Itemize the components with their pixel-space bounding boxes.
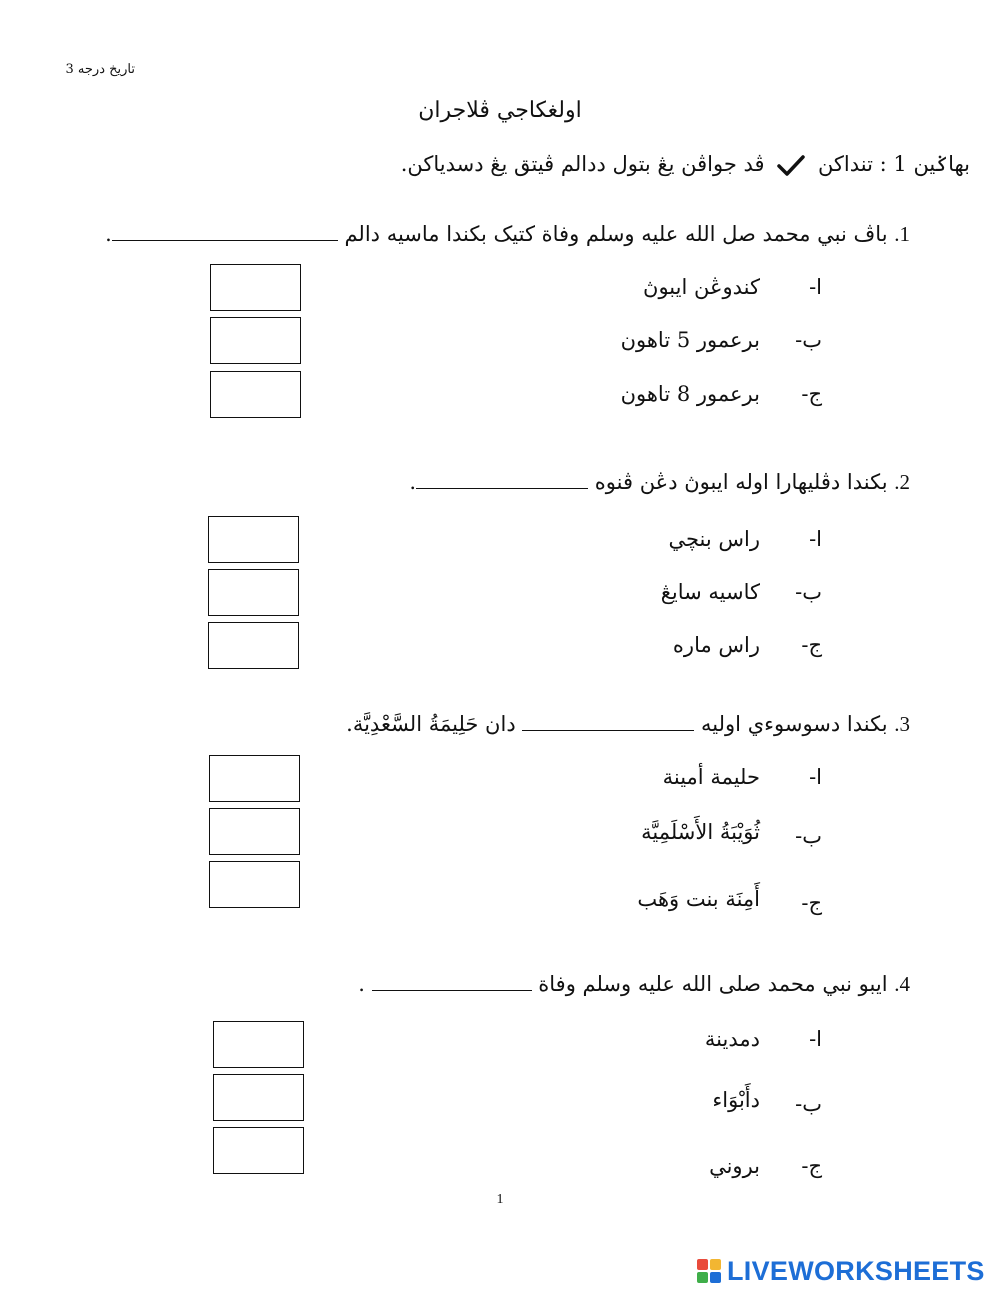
question-text: ايبو نبي محمد صلى الله عليه وسلم وفاة [538, 972, 888, 996]
option-text: حليمة أمينة [662, 765, 760, 789]
answer-checkbox-1a[interactable] [210, 264, 301, 311]
question-end: . [409, 470, 417, 494]
option-text: کاسيه سايڠ [660, 580, 760, 604]
option-text: برعمور 8 تاهون [620, 382, 760, 406]
answer-checkbox-2b[interactable] [208, 569, 299, 616]
answer-checkbox-2c[interactable] [208, 622, 299, 669]
option-text: دأَبْوَاء [712, 1088, 760, 1112]
brand-name: LIVEWORKSHEETS [727, 1255, 985, 1286]
option-letter: ا- [809, 275, 822, 299]
answer-checkbox-3b[interactable] [209, 808, 300, 855]
option-text: کندوڠن ايبوڽ [643, 275, 760, 299]
option-text: راس بنچي [668, 527, 760, 551]
page-title: اولغكاجي ڤلاجران [418, 98, 582, 123]
question-text: باڤ نبي محمد صل الله عليه وسلم وفاة کتيک بکندا ماسيه دالم [344, 222, 888, 246]
question-3 [346, 712, 910, 737]
instruction-prefix: بهاݢين 1 : تنداکن [817, 152, 970, 176]
question-end: . [105, 222, 112, 246]
answer-blank [112, 222, 338, 241]
question-4 [358, 972, 910, 997]
option-letter: ب- [795, 824, 822, 848]
answer-blank [372, 972, 532, 991]
option-text: أَمِنَة بنت وَهَب [637, 887, 760, 911]
option-letter: ج- [801, 891, 822, 915]
option-letter: ب- [795, 580, 822, 604]
page-number: 1 [496, 1192, 504, 1207]
header-corner-note: تاريخ درجه 3 [65, 62, 135, 77]
liveworksheets-logo [697, 1254, 985, 1288]
answer-checkbox-1c[interactable] [210, 371, 301, 418]
question-number: 1. [894, 222, 910, 246]
option-letter: ج- [801, 633, 822, 657]
option-letter: ج- [801, 382, 822, 406]
answer-checkbox-2a[interactable] [208, 516, 299, 563]
question-end: دان حَلِيمَةُ السَّعْدِيَّة. [346, 712, 516, 736]
answer-checkbox-4b[interactable] [213, 1074, 304, 1121]
answer-checkbox-3a[interactable] [209, 755, 300, 802]
question-2 [409, 470, 910, 495]
option-letter: ا- [809, 765, 822, 789]
question-number: 2. [894, 470, 910, 494]
answer-checkbox-4c[interactable] [213, 1127, 304, 1174]
option-text: ثُوَيْبَةُ الأَسْلَمِيَّة [641, 820, 760, 844]
answer-checkbox-4a[interactable] [213, 1021, 304, 1068]
checkmark-icon [777, 155, 805, 177]
question-text: بکندا دسوسوءي اوليه [701, 712, 888, 736]
option-text: راس ماره [672, 633, 760, 657]
answer-blank [416, 470, 588, 489]
instruction-suffix: ڤد جواڤن يڠ بتول ددالم ڤيتق يڠ دسدياکن. [400, 152, 765, 176]
option-letter: ج- [801, 1154, 822, 1178]
answer-checkbox-1b[interactable] [210, 317, 301, 364]
option-text: بروني [709, 1154, 760, 1178]
question-text: بکندا دڤليهارا اوله ايبوڽ دڠن ڤنوه [594, 470, 888, 494]
answer-blank [522, 712, 694, 731]
option-letter: ا- [809, 527, 822, 551]
question-number: 4. [894, 972, 910, 996]
question-number: 3. [894, 712, 910, 736]
logo-mark-icon [697, 1259, 721, 1283]
option-letter: ب- [795, 1092, 822, 1116]
question-end: . [358, 972, 365, 996]
answer-checkbox-3c[interactable] [209, 861, 300, 908]
option-letter: ب- [795, 328, 822, 352]
instruction-line [401, 152, 970, 177]
option-text: برعمور 5 تاهون [620, 328, 760, 352]
question-1 [105, 222, 910, 247]
option-letter: ا- [809, 1027, 822, 1051]
option-text: دمدينة [704, 1027, 760, 1051]
